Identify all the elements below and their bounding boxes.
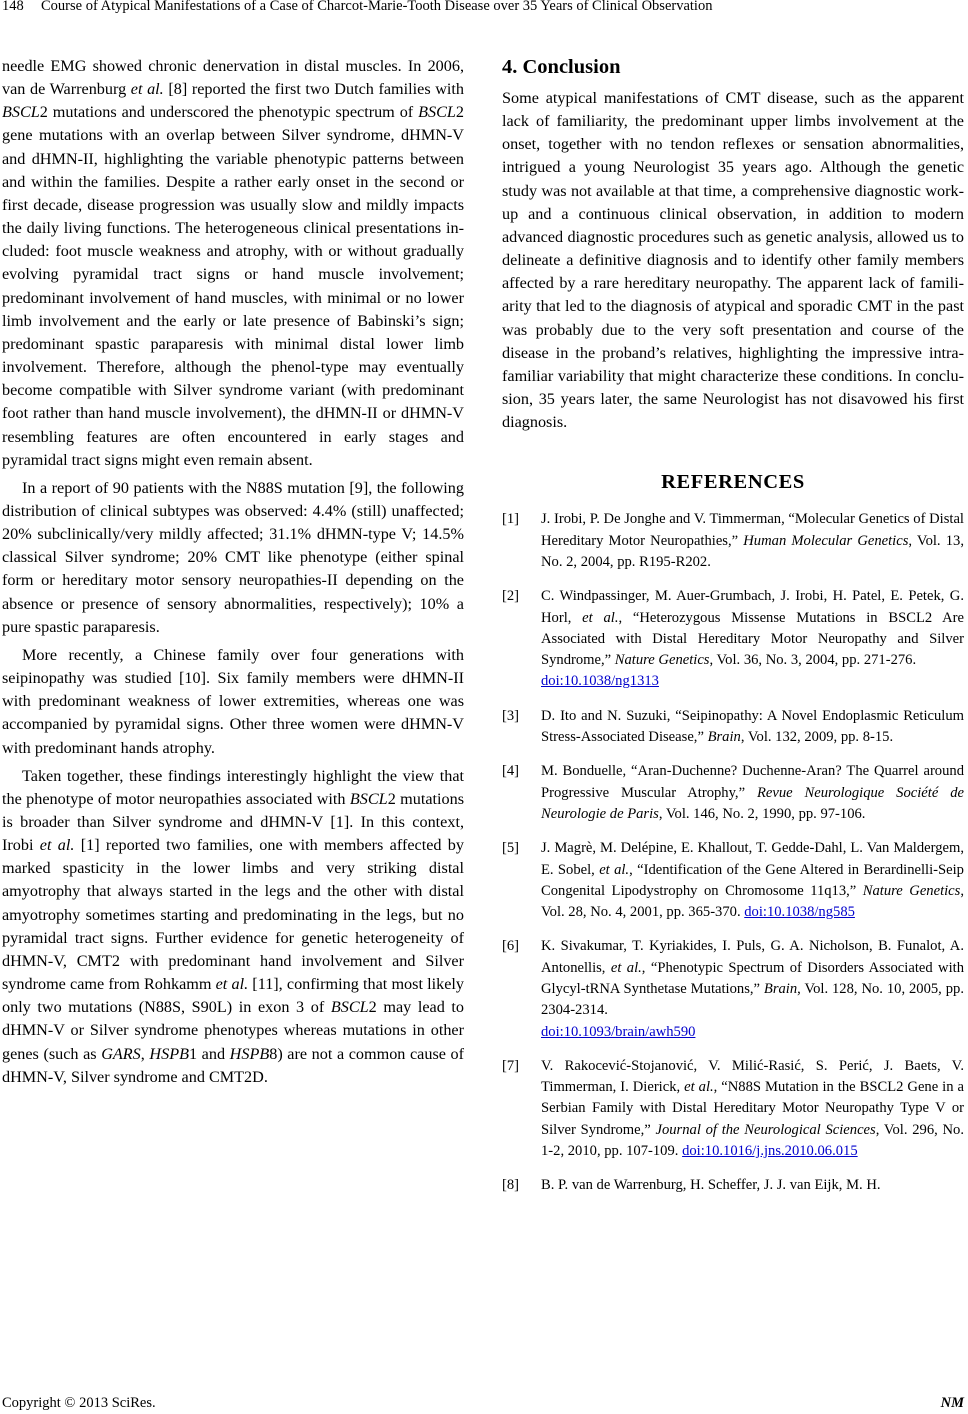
reference-number: [8] (502, 1177, 520, 1194)
reference-item (502, 1175, 964, 1196)
reference-number: [5] (502, 840, 520, 857)
reference-text: D. Ito and N. Suzuki, “Seipinopathy: A Novel Endoplasmic Reticulum Stress-Associated Disease,” Brain, Vol. 132, 2009, pp. 8-15. (541, 707, 964, 746)
doi-link[interactable]: doi:10.1093/brain/awh590 (541, 1023, 696, 1040)
reference-item (502, 1056, 964, 1162)
doi-link[interactable]: doi:10.1016/j.jns.2010.06.015 (682, 1143, 858, 1160)
reference-text: C. Windpassinger, M. Auer-Grumbach, J. Irobi, H. Patel, E. Petek, G. Horl, et al., “Heterozygous Missense Mutations in BSCL2 Are Associated with Distal Hereditary Motor Neuropathy and Silver Syndrome,” Nature Genetics, Vol. 36, No. 3, 2004, pp. 271-276. doi:10.1038/ng1313 (541, 588, 964, 690)
reference-number: [6] (502, 938, 520, 955)
reference-number: [4] (502, 763, 520, 780)
references-heading: REFERENCES (661, 471, 805, 494)
reference-text: B. P. van de Warrenburg, H. Scheffer, J. J. van Eijk, M. H. (541, 1177, 881, 1194)
journal-abbreviation: NM (940, 1395, 964, 1411)
reference-item (502, 706, 964, 749)
reference-number: [3] (502, 707, 520, 724)
reference-item (502, 838, 964, 923)
paragraph: needle EMG showed chronic denervation in distal muscles. In 2006, van de Warrenburg et al. [8] reported the first two Dutch families with BSCL2 mutations and underscored the phenotypic spectrum of BSCL2 gene mutations with an overlap between Silver syndrome, dHMN-V and dHMN-II, highlighting the variable phenotypic patterns between and within the families. Despite a rather early onset in the second or first decade, disease progression was usually slow and mildly impacts the daily living functions. The heterogeneous clinical presentations included: foot muscle weakness and atrophy, with or without gradually evolving pyramidal tract signs or hand muscle involvement; predominant involvement of hand muscles, with minimal or no lower limb involvement and the early or late presence of Babinski’s sign; predominant spastic paraparesis with minimal distal lower limb involvement. Therefore, although the phenol-type may eventually become compatible with Silver syndrome variant (with predominant foot rather than hand muscle involvement), the dHMN-II or dHMN-V resembling features are often encountered in early stages and pyramidal tract signs might even remain absent. (2, 57, 465, 469)
reference-number: [7] (502, 1057, 520, 1074)
reference-item (502, 936, 964, 1042)
reference-text: K. Sivakumar, T. Kyriakides, I. Puls, G. A. Nicholson, B. Funalot, A. Antonellis, et al., “Phenotypic Spectrum of Disorders Associated with Glycyl-tRNA Synthetase Mutations,” Brain, Vol. 128, No. 10, 2005, pp. 2304-2314. doi:10.1093/brain/awh590 (541, 938, 964, 1040)
paragraph: More recently, a Chinese family over four generations with seipinopathy was studied [10]. Six family members were dHMN-II with predominant weakness of lower extremities, whereas one was accompanied by pyramidal signs. Other three women were dHMN-V with predominant hands atrophy. (2, 645, 464, 757)
copyright-notice: Copyright © 2013 SciRes. (2, 1395, 156, 1411)
reference-item (502, 586, 964, 692)
right-column (502, 55, 964, 1210)
left-column (2, 55, 464, 1089)
references-list (502, 509, 964, 1196)
reference-number: [1] (502, 511, 520, 528)
running-header (0, 0, 968, 20)
reference-number: [2] (502, 588, 520, 605)
reference-text: V. Rakocević-Stojanović, V. Milić-Rasić, S. Perić, J. Baets, V. Timmerman, I. Dierick, et al., “N88S Mutation in the BSCL2 Gene in a Serbian Family with Distal Hereditary Motor Neuropathy Type V or Silver Syndrome,” Journal of the Neurological Sciences, Vol. 296, No. 1-2, 2010, pp. 107-109. doi:10.1016/j.jns.2010.06.015 (541, 1057, 965, 1160)
running-title: Course of Atypical Manifestations of a Case of Charcot-Marie-Tooth Disease over 35 Years of Clinical Observation (41, 0, 713, 14)
paragraph: In a report of 90 patients with the N88S mutation [9], the following distribution of clinical subtypes was observed: 4.4% (still) unaffected; 20% subclinically/very mildly affected; 31.1% dHMN-type V; 14.5% classical Silver syndrome; 20% CMT like phenotype (either spinal form or hereditary motor sensory neuropathies-II depending on the absence or presence of sensory abnormalities, respectively); 10% a pure spastic paraparesis. (2, 478, 464, 636)
conclusion-paragraph: Some atypical manifestations of CMT disease, such as the apparent lack of familiarity, the predominant upper limbs involvement at the onset, together with no tendon reflexes or sensation abnormalities, intrigued a young Neurologist 35 years ago. Although the genetic study was not available at that time, a comprehensive diagnostic work-up and a continuous clinical observation, in addition to modern advanced diagnostic procedures such as genetic analysis, allowed us to delineate a definitive diagnosis and to identify other family members affected by a rare hereditary neuropathy. The apparent lack of familiarity that led to the diagnosis of atypical and sporadic CMT in the past was probably due to the very soft presentation and course of the disease in the proband’s relatives, highlighting the impressive intra-familiar variability that might characterize these conditions. In conclusion, 35 years later, the same Neurologist has not disavowed his first diagnosis. (502, 89, 964, 432)
conclusion-heading: 4. Conclusion (502, 56, 621, 78)
reference-text: M. Bonduelle, “Aran-Duchenne? Duchenne-Aran? The Quarrel around Progressive Muscular Atrophy,” Revue Neurologique Société de Neurologie de Paris, Vol. 146, No. 2, 1990, pp. 97-106. (541, 763, 965, 822)
paragraph: Taken together, these findings interestingly highlight the view that the phenotype of motor neuropathies associated with BSCL2 mutations is broader than Silver syndrome and dHMN-V [1]. In this context, Irobi et al. [1] reported two families, one with members affected by marked spasticity in the lower limbs and very striking distal amyotrophy that always started in the legs and the other with distal amyotrophy sometimes starting and predominating in the legs, but no pyramidal tract signs. Further evidence for genetic heterogeneity of dHMN-V, CMT2 with predominant hand involvement and Silver syndrome came from Rohkamm et al. [11], confirming that most likely only two mutations (N88S, S90L) in exon 3 of BSCL2 may lead to dHMN-V or Silver syndrome phenotypes whereas mutations in other genes (such as GARS, HSPB1 and HSPB8) are not a common cause of dHMN-V, Silver syndrome and CMT2D. (2, 766, 465, 1086)
doi-link[interactable]: doi:10.1038/ng585 (744, 904, 855, 921)
reference-text: J. Irobi, P. De Jonghe and V. Timmerman, “Molecular Genetics of Distal Hereditary Motor Neuropathies,” Human Molecular Genetics, Vol. 13, No. 2, 2004, pp. R195-R202. (541, 511, 964, 570)
reference-text: J. Magrè, M. Delépine, E. Khallout, T. Gedde-Dahl, L. Van Maldergem, E. Sobel, et al., “Identification of the Gene Altered in Berardinelli-Seip Congenital Lipodystrophy on Chromosome 11q13,” Nature Genetics, Vol. 28, No. 4, 2001, pp. 365-370. doi:10.1038/ng585 (541, 840, 964, 921)
page-number: 148 (2, 0, 24, 14)
reference-item (502, 509, 964, 573)
reference-item (502, 761, 964, 825)
doi-link[interactable]: doi:10.1038/ng1313 (541, 673, 659, 690)
